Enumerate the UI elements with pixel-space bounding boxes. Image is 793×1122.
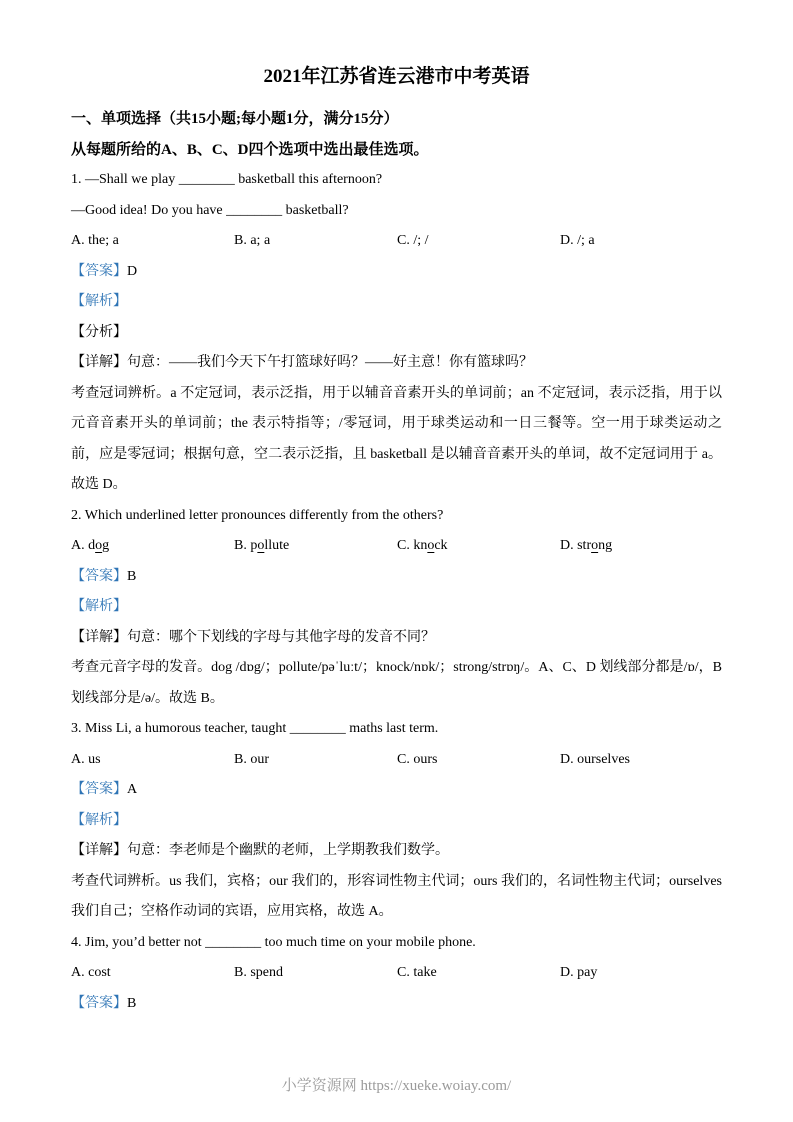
- question-3-stem-line-1: 3. Miss Li, a humorous teacher, taught ________ maths last term.: [71, 721, 439, 736]
- question-2-answer-line: [71, 562, 722, 593]
- question-1-stem-line-1: 1. —Shall we play ________ basketball this afternoon?: [71, 172, 383, 187]
- question-4-answer-line: [71, 989, 722, 1020]
- question-4-option-c: C. take: [397, 965, 437, 980]
- answer-label: 【答案】: [71, 995, 127, 1011]
- question-3-options: [71, 745, 722, 776]
- question-3-option-b: B. our: [234, 751, 269, 767]
- question-2-detail-text: 句意：哪个下划线的字母与其他字母的发音不同？: [127, 629, 435, 645]
- detail-label: 【详解】: [71, 355, 127, 370]
- question-1-options: [71, 226, 722, 257]
- question-2-option-b: B. pollute: [234, 538, 290, 553]
- question-1-option-a: A. the; a: [71, 233, 119, 248]
- question-3-option-c: C. ours: [397, 751, 438, 767]
- section-instruction: 从每题所给的A、B、C、D四个选项中选出最佳选项。: [71, 141, 429, 158]
- question-1-detail-text: 句意：——我们今天下午打篮球好吗？——好主意！你有篮球吗？: [127, 355, 533, 370]
- question-2-explanation: 考查元音字母的发音。dog /dɒg/；pollute/pəˈluːt/；knock/nɒk/；strong/strɒŋ/。A、C、D 划线部分都是/ɒ/，B 划线部分是/ə/。故选 B。: [71, 660, 722, 706]
- question-2-answer: B: [127, 568, 137, 584]
- question-2-options: [71, 531, 722, 562]
- detail-label: 【详解】: [71, 629, 127, 645]
- detail-label: 【详解】: [71, 843, 127, 858]
- document-title: 2021年江苏省连云港市中考英语: [263, 66, 530, 87]
- question-2-option-d: D. strong: [560, 538, 613, 553]
- question-1-review-label: 【分析】: [71, 324, 127, 340]
- underlined-letter: o: [427, 538, 435, 553]
- question-1-option-b: B. a; a: [234, 233, 271, 248]
- question-2-option-c: C. knock: [397, 538, 448, 553]
- section-heading: 一、单项选择（共15小题;每小题1分，满分15分）: [71, 111, 399, 127]
- question-2-detail-line: [71, 623, 722, 654]
- question-4-options: [71, 958, 722, 989]
- question-4-stem-line-1: 4. Jim, you’d better not ________ too much time on your mobile phone.: [71, 934, 476, 950]
- question-1-explanation: 考查冠词辨析。a 不定冠词，表示泛指，用于以辅音音素开头的单词前；an 不定冠词，表示泛指，用于以元音音素开头的单词前；the 表示特指等；/零冠词，用于球类运动和一日三餐等。空一用于球类运动之前，应是零冠词；根据句意，空二表示泛指，且 basketball 是以辅音音素开头的单词，故不定冠词用于 a。故选 D。: [71, 385, 722, 492]
- question-3-analysis-label: 【解析】: [71, 812, 127, 828]
- question-1-stem-line-2: —Good idea! Do you have ________ basketball?: [71, 202, 349, 218]
- answer-label: 【答案】: [71, 263, 127, 279]
- question-1-option-d: D. /; a: [560, 233, 595, 248]
- question-3-answer-line: [71, 775, 722, 806]
- question-2-analysis-label: 【解析】: [71, 599, 127, 614]
- question-3-explanation: 考查代词辨析。us 我们，宾格；our 我们的，形容词性物主代词；ours 我们的，名词性物主代词；ourselves 我们自己；空格作动词的宾语，应用宾格，故选 A。: [71, 873, 722, 919]
- question-2-stem-line-1: 2. Which underlined letter pronounces differently from the others?: [71, 507, 444, 523]
- underlined-letter: o: [257, 538, 265, 553]
- question-1-option-c: C. /; /: [397, 233, 429, 248]
- question-4-option-d: D. pay: [560, 965, 598, 980]
- footer-watermark: 小学资源网 https://xueke.woiay.com/: [281, 1078, 512, 1094]
- answer-label: 【答案】: [71, 568, 127, 584]
- question-4-option-a: A. cost: [71, 965, 111, 980]
- question-3-detail-text: 句意：李老师是个幽默的老师，上学期教我们数学。: [127, 843, 449, 858]
- underlined-letter: o: [95, 538, 103, 553]
- answer-label: 【答案】: [71, 782, 127, 797]
- question-1-analysis-label: 【解析】: [71, 294, 127, 309]
- question-1-detail-line: [71, 348, 722, 379]
- question-3-detail-line: [71, 836, 722, 867]
- question-2-option-a: A. dog: [71, 538, 110, 553]
- underlined-letter: o: [591, 538, 599, 553]
- question-4-option-b: B. spend: [234, 965, 283, 980]
- question-1-answer-line: [71, 257, 722, 288]
- question-1-answer: D: [127, 263, 138, 279]
- question-3-option-d: D. ourselves: [560, 751, 630, 767]
- question-4-answer: B: [127, 995, 137, 1011]
- question-3-option-a: A. us: [71, 751, 101, 767]
- question-3-answer: A: [127, 782, 138, 797]
